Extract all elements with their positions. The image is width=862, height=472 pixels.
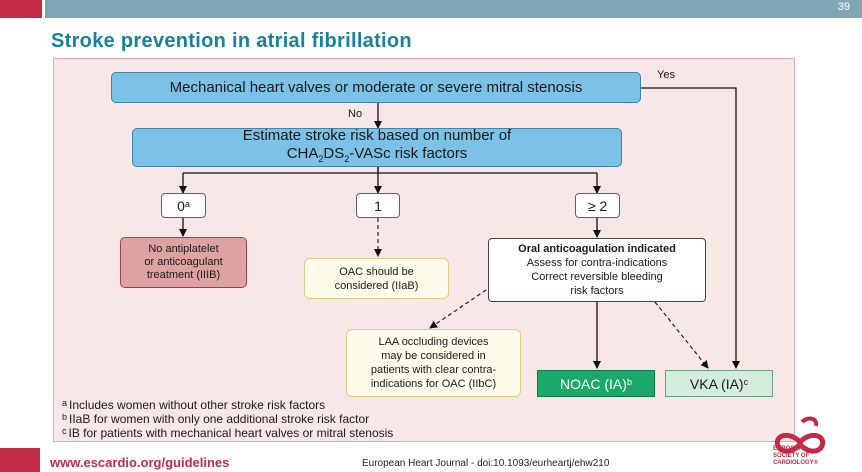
score-0-text: 0$^a$ (177, 197, 190, 214)
footer-accent-bar (0, 448, 40, 472)
edge-oacindicated-vka (655, 302, 708, 368)
no-antiplatelet-box: No antiplatelet or anticoagulant treatment (IIIB) (120, 237, 247, 288)
footer-citation: European Heart Journal - doi:10.1093/eurheartj/ehw210 (362, 458, 610, 469)
footnote-a: $^a$ Includes women without other stroke risk factors (62, 398, 326, 412)
oac-indicated-box: Oral anticoagulation indicated Assess for contra-indications Correct reversible bleeding risk factors (488, 238, 706, 302)
footer-url-link[interactable]: www.escardio.org/guidelines (50, 455, 230, 470)
slide-number: 39 (837, 1, 850, 13)
score-2-box: ≥ 2 (575, 193, 620, 218)
oac-indicated-title: Oral anticoagulation indicated (518, 243, 676, 255)
valves-box: Mechanical heart valves or moderate or severe mitral stenosis (111, 72, 641, 103)
edge-valves-vka (641, 88, 736, 368)
estimate-line-1: Estimate stroke risk based on number of (242, 127, 512, 144)
footnote-b: $^b$ IIaB for women with only one additional stroke risk factor (62, 412, 370, 426)
edge-label-yes: Yes (657, 69, 675, 81)
esc-logo-text: EUROPEAN SOCIETY OF CARDIOLOGY® (773, 446, 819, 466)
footnotes (62, 399, 393, 441)
noac-box: NOAC (IA)$^b$ (537, 370, 655, 397)
score-0-box (161, 193, 206, 218)
laa-devices-box: LAA occluding devices may be considered in patients with clear contra- indications for OAC (IIbC) (346, 329, 521, 397)
estimate-risk-box (132, 128, 622, 167)
slide-title: Stroke prevention in atrial fibrillation (51, 30, 412, 52)
footnote-c: $^c$ IB for patients with mechanical heart valves or mitral stenosis (62, 426, 394, 440)
oac-considered-box: OAC should be considered (IIaB) (304, 258, 449, 299)
score-1-box: 1 (356, 193, 400, 218)
edge-label-no: No (348, 108, 363, 120)
vka-box: VKA (IA)$^c$ (665, 370, 773, 397)
estimate-line-2: $CHA_2DS_2$-VASc risk factors (286, 145, 468, 164)
